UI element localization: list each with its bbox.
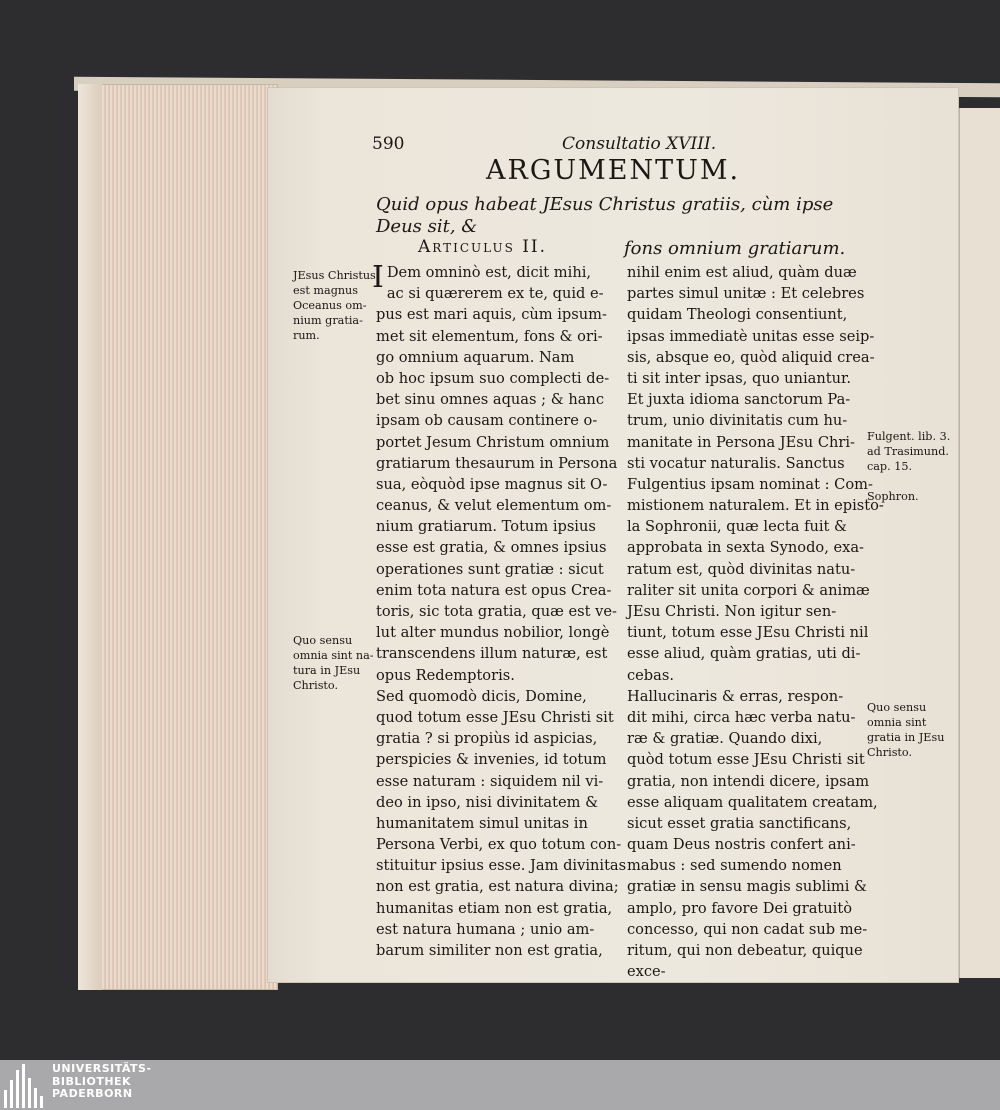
margin-note-1-line: est magnus	[293, 284, 359, 297]
right-column-line: gratiæ in sensu magis sublimi &	[627, 878, 868, 896]
margin-note-1-line: JEsus Christus	[293, 269, 376, 282]
right-column-line: esse aliquam qualitatem creatam,	[627, 793, 878, 811]
text-column-right	[627, 262, 884, 982]
section-heading: Articulus II.	[418, 237, 548, 257]
left-column-line: Persona Verbi, ex quo totum con-	[376, 836, 622, 854]
margin-note-2	[293, 633, 374, 693]
left-column-line: sua, eòquòd ipse magnus sit O-	[376, 475, 608, 493]
margin-note-2-line: Quo sensu	[293, 634, 353, 647]
margin-note-3	[867, 429, 950, 504]
left-column-line: perspicies & invenies, id totum	[376, 751, 607, 769]
right-column-line: Fulgentius ipsam nominat : Com-	[627, 475, 873, 493]
right-column-line: sti vocatur naturalis. Sanctus	[627, 454, 845, 472]
right-column-line: gratia, non intendi dicere, ipsam	[627, 772, 870, 790]
left-column-line: opus Redemptoris.	[376, 666, 515, 684]
left-column-line: gratia ? si propiùs id aspicias,	[376, 730, 598, 748]
left-column-line: esse est gratia, & omnes ipsius	[376, 539, 607, 557]
margin-note-4-line: omnia sint	[867, 716, 927, 729]
right-column-line: partes simul unitæ : Et celebres	[627, 285, 865, 303]
margin-note-2-line: omnia sint na-	[293, 649, 374, 662]
left-column-line: lut alter mundus nobilior, longè	[376, 624, 610, 642]
margin-note-2-line: tura in JEsu	[293, 664, 361, 677]
margin-note-4-line: Christo.	[867, 746, 913, 759]
margin-note-3-line: Sophron.	[867, 490, 919, 503]
right-column-line: Hallucinaris & erras, respon-	[627, 687, 844, 705]
left-column-line: quod totum esse JEsu Christi sit	[376, 708, 614, 726]
right-column-line: amplo, pro favore Dei gratuitò	[627, 899, 852, 917]
page-number: 590	[372, 134, 405, 154]
right-column-line: ratum est, quòd divinitas natu-	[627, 560, 856, 578]
margin-note-4-line: gratia in JEsu	[867, 731, 945, 744]
right-column-line: JEsu Christi. Non igitur sen-	[627, 603, 837, 620]
right-column-line: trum, unio divinitatis cum hu-	[627, 412, 848, 430]
left-column-line: est natura humana ; unio am-	[376, 920, 595, 938]
right-column-line: quam Deus nostris confert ani-	[627, 836, 856, 854]
left-column-line: nium gratiarum. Totum ipsius	[376, 518, 596, 536]
text-column-left	[372, 260, 627, 961]
margin-note-1-line: nium gratia-	[293, 314, 363, 327]
left-column-line: humanitatem simul unitas in	[376, 814, 588, 832]
library-name-line-2: BIBLIOTHEK	[52, 1074, 132, 1088]
left-column-line: pus est mari aquis, cùm ipsum-	[376, 306, 607, 324]
left-column-line: Sed quomodò dicis, Domine,	[376, 687, 587, 705]
right-column-line: dit mihi, circa hæc verba natu-	[627, 708, 856, 726]
left-column-line: ac si quærerem ex te, quid e-	[386, 285, 604, 303]
right-column-line: sis, absque eo, quòd aliquid crea-	[627, 348, 875, 366]
margin-note-2-line: Christo.	[293, 679, 339, 692]
left-column-line: ceanus, & velut elementum om-	[376, 497, 612, 515]
margin-note-3-line	[867, 474, 950, 489]
right-column-line: Et juxta idioma sanctorum Pa-	[627, 391, 851, 409]
right-column-line: tiunt, totum esse JEsu Christi nil	[627, 624, 869, 642]
left-column-line: humanitas etiam non est gratia,	[376, 899, 613, 917]
margin-note-4	[867, 700, 944, 760]
right-column-line: ritum, qui non debeatur, quique	[627, 942, 863, 959]
right-column-line: mabus : sed sumendo nomen	[627, 857, 842, 875]
left-column-line: gratiarum thesaurum in Persona	[376, 454, 618, 472]
left-column-line: enim tota natura est opus Crea-	[376, 581, 612, 599]
library-name-line-1: UNIVERSITÄTS-	[52, 1062, 152, 1075]
margin-note-4-line: Quo sensu	[867, 701, 927, 714]
right-column-line: esse aliud, quàm gratias, uti di-	[627, 645, 861, 663]
right-column-line: raliter sit unita corpori & animæ	[627, 581, 870, 599]
left-column-line: transcendens illum naturæ, est	[376, 645, 608, 663]
left-column-line: portet Jesum Christum omnium	[376, 433, 610, 451]
right-column-line: cebas.	[627, 666, 674, 684]
right-column-line: concesso, qui non cadat sub me-	[627, 920, 868, 938]
right-column-line: nihil enim est aliud, quàm duæ	[627, 264, 857, 281]
margin-note-1-line: Oceanus om-	[293, 299, 367, 312]
left-column-line: go omnium aquarum. Nam	[376, 348, 575, 366]
margin-note-3-line: ad Trasimund.	[867, 445, 949, 458]
right-column-line: exce-	[627, 963, 666, 981]
right-column-line: quòd totum esse JEsu Christi sit	[627, 751, 865, 769]
library-name-line-3: PADERBORN	[52, 1087, 133, 1100]
left-column-line: Dem omninò est, dicit mihi,	[386, 264, 592, 281]
library-footer	[0, 1060, 1000, 1110]
running-head: Consultatio XVIII.	[562, 134, 717, 154]
library-name	[52, 1063, 152, 1101]
right-column-line: ti sit inter ipsas, quo uniantur.	[627, 369, 851, 387]
book-page-edges	[78, 84, 278, 990]
margin-note-3-line: cap. 15.	[867, 460, 913, 473]
right-column-line: approbata in sexta Synodo, exa-	[627, 539, 864, 557]
margin-note-1-line: rum.	[293, 329, 320, 342]
library-logo-icon	[0, 1062, 46, 1108]
right-column-line: ræ & gratiæ. Quando dixi,	[627, 730, 823, 748]
left-column-line: ipsam ob causam continere o-	[376, 412, 598, 430]
right-column-line: quidam Theologi consentiunt,	[627, 306, 848, 324]
right-column-line: la Sophronii, quæ lecta fuit &	[627, 518, 848, 536]
left-column-line: esse naturam : siquidem nil vi-	[376, 772, 604, 790]
left-column-line: barum similiter non est gratia,	[376, 942, 603, 959]
left-column-line: deo in ipso, nisi divinitatem &	[376, 793, 599, 811]
left-column-line: met sit elementum, fons & ori-	[376, 327, 603, 345]
margin-note-1	[293, 268, 376, 343]
left-column-line: ob hoc ipsum suo complecti de-	[376, 369, 610, 387]
left-column-line: toris, sic tota gratia, quæ est ve-	[376, 603, 617, 620]
left-column-line: stituitur ipsius esse. Jam divinitas	[376, 857, 627, 875]
right-column-line: ipsas immediatè unitas esse seip-	[627, 327, 875, 345]
right-column-line: sicut esset gratia sanctificans,	[627, 814, 852, 832]
right-column-line: manitate in Persona JEsu Chri-	[627, 433, 855, 451]
subtitle-line-1: Quid opus habeat JEsus Christus gratiis, cùm ipse Deus sit, &	[376, 194, 834, 237]
right-column-line: mistionem naturalem. Et in episto-	[627, 497, 884, 515]
page-title: ARGUMENTUM.	[486, 155, 741, 186]
drop-cap: I	[372, 260, 384, 295]
left-column-line: non est gratia, est natura divina;	[376, 878, 619, 896]
facing-page-edge	[958, 108, 1000, 978]
margin-note-3-line: Fulgent. lib. 3.	[867, 430, 951, 443]
subtitle-line-2: fons omnium gratiarum.	[624, 238, 846, 259]
left-column-line: bet sinu omnes aquas ; & hanc	[376, 391, 604, 409]
left-column-line: operationes sunt gratiæ : sicut	[376, 560, 604, 578]
